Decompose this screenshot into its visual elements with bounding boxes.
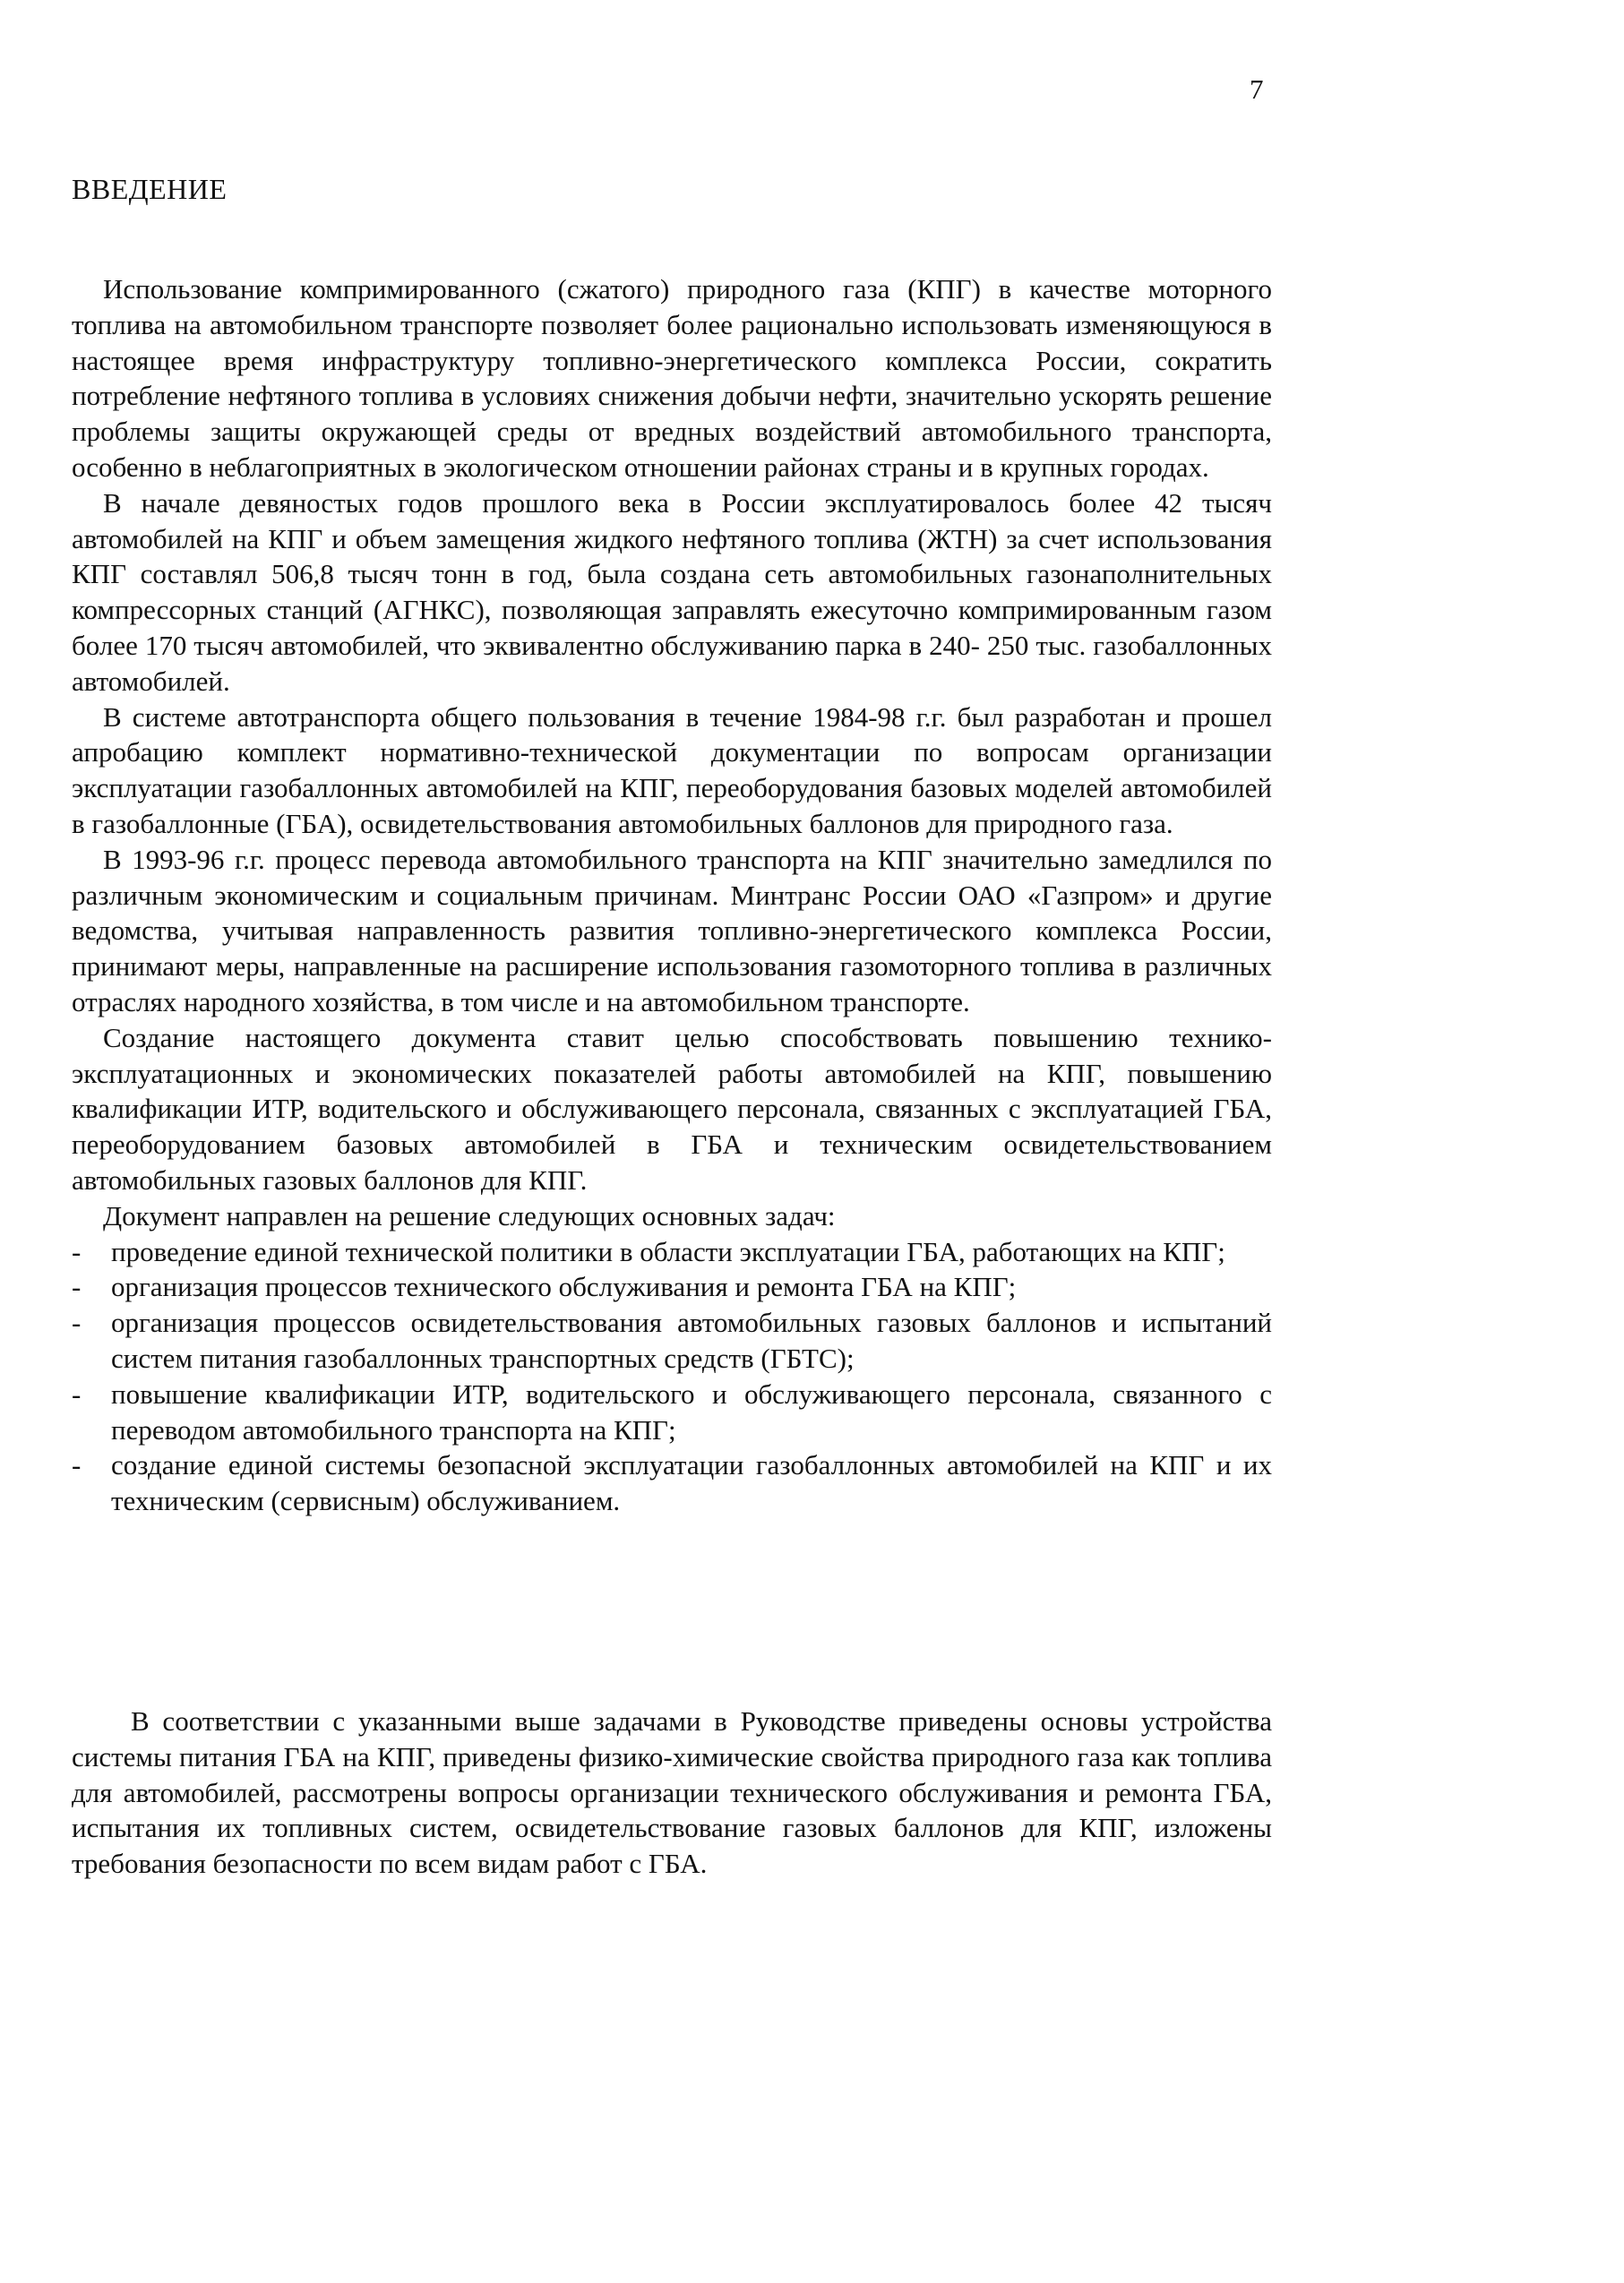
paragraph: Использование компримированного (сжатого) природного газа (КПГ) в качестве моторного топлива на автомобильном транспорте позволяет более рационально использовать изменяющуюся в настоящее время инфраструктуру топливно-энергетического комплекса России, сократить потребление нефтяного топлива в условиях снижения добычи нефти, значительно ускорять решение проблемы защиты окружающей среды от вредных воздействий автомобильного транспорта, особенно в неблагоприятных в экологическом отношении районах страны и в крупных городах. [72,273,1272,483]
page-number: 7 [1250,73,1264,105]
paragraph: В системе автотранспорта общего пользования в течение 1984-98 г.г. был разработан и прошел апробацию комплект нормативно-технической документации по вопросам организации эксплуатации газобаллонных автомобилей на КПГ, переоборудования базовых моделей автомобилей в газобаллонные (ГБА), освидетельствования автомобильных баллонов для природного газа. [72,700,1272,839]
paragraph: Документ направлен на решение следующих основных задач: [103,1199,836,1232]
list-item [72,1377,1272,1448]
list-marker: - [72,1449,82,1481]
list-marker: - [72,1307,82,1339]
document-body [72,271,1272,1519]
final-paragraph: В соответствии с указанными выше задачами в Руководстве приведены основы устройства системы питания ГБА на КПГ, приведены физико-химические свойства природного газа как топлива для автомобилей, рассмотрены вопросы организации технического обслуживания и ремонта ГБА, испытания их топливных систем, освидетельствование газовых баллонов для КПГ, изложены требования безопасности по всем видам работ с ГБА. [72,1705,1272,1880]
list-item [72,1447,1272,1519]
page-title: ВВЕДЕНИЕ [72,173,228,205]
list-marker: - [72,1378,82,1410]
task-list [72,1234,1272,1519]
paragraph: В начале девяностых годов прошлого века в России эксплуатировалось более 42 тысяч автомобилей на КПГ и объем замещения жидкого нефтяного топлива (ЖТН) за счет использования КПГ составлял 506,8 тысяч тонн в год, была создана сеть автомобильных газонаполнительных компрессорных станций (АГНКС), позволяющая заправлять ежесуточно компримированным газом более 170 тысяч автомобилей, что эквивалентно обслуживанию парка в 240- 250 тыс. газобаллонных автомобилей. [72,486,1272,697]
list-item-text: организация процессов технического обслуживания и ремонта ГБА на КПГ; [111,1271,1017,1303]
list-item-text: повышение квалификации ИТР, водительского и обслуживающего персонала, связанного с переводом автомобильного транспорта на КПГ; [111,1378,1272,1446]
list-item [72,1234,1272,1270]
list-item [72,1305,1272,1377]
list-marker: - [72,1235,82,1267]
list-item-text: организация процессов освидетельствования автомобильных газовых баллонов и испытаний систем питания газобаллонных транспортных средств (ГБТС); [111,1307,1272,1374]
list-item-text: создание единой системы безопасной эксплуатации газобаллонных автомобилей на КПГ и их техническим (сервисным) обслуживанием. [111,1449,1272,1517]
paragraph: Создание настоящего документа ставит целью способствовать повышению технико-эксплуатационных и экономических показателей работы автомобилей на КПГ, повышению квалификации ИТР, водительского и обслуживающего персонала, связанных с эксплуатацией ГБА, переоборудованием базовых автомобилей в ГБА и техническим освидетельствованием автомобильных газовых баллонов для КПГ. [72,1021,1272,1196]
list-item [72,1269,1272,1305]
list-item-text: проведение единой технической политики в области эксплуатации ГБА, работающих на КПГ; [111,1235,1225,1267]
list-marker: - [72,1271,82,1303]
paragraph: В 1993-96 г.г. процесс перевода автомобильного транспорта на КПГ значительно замедлился по различным экономическим и социальным причинам. Минтранс России ОАО «Газпром» и другие ведомства, учитывая направленность развития топливно-энергетического комплекса России, принимают меры, направленные на расширение использования газомоторного топлива в различных отраслях народного хозяйства, в том числе и на автомобильном транспорте. [72,843,1272,1017]
